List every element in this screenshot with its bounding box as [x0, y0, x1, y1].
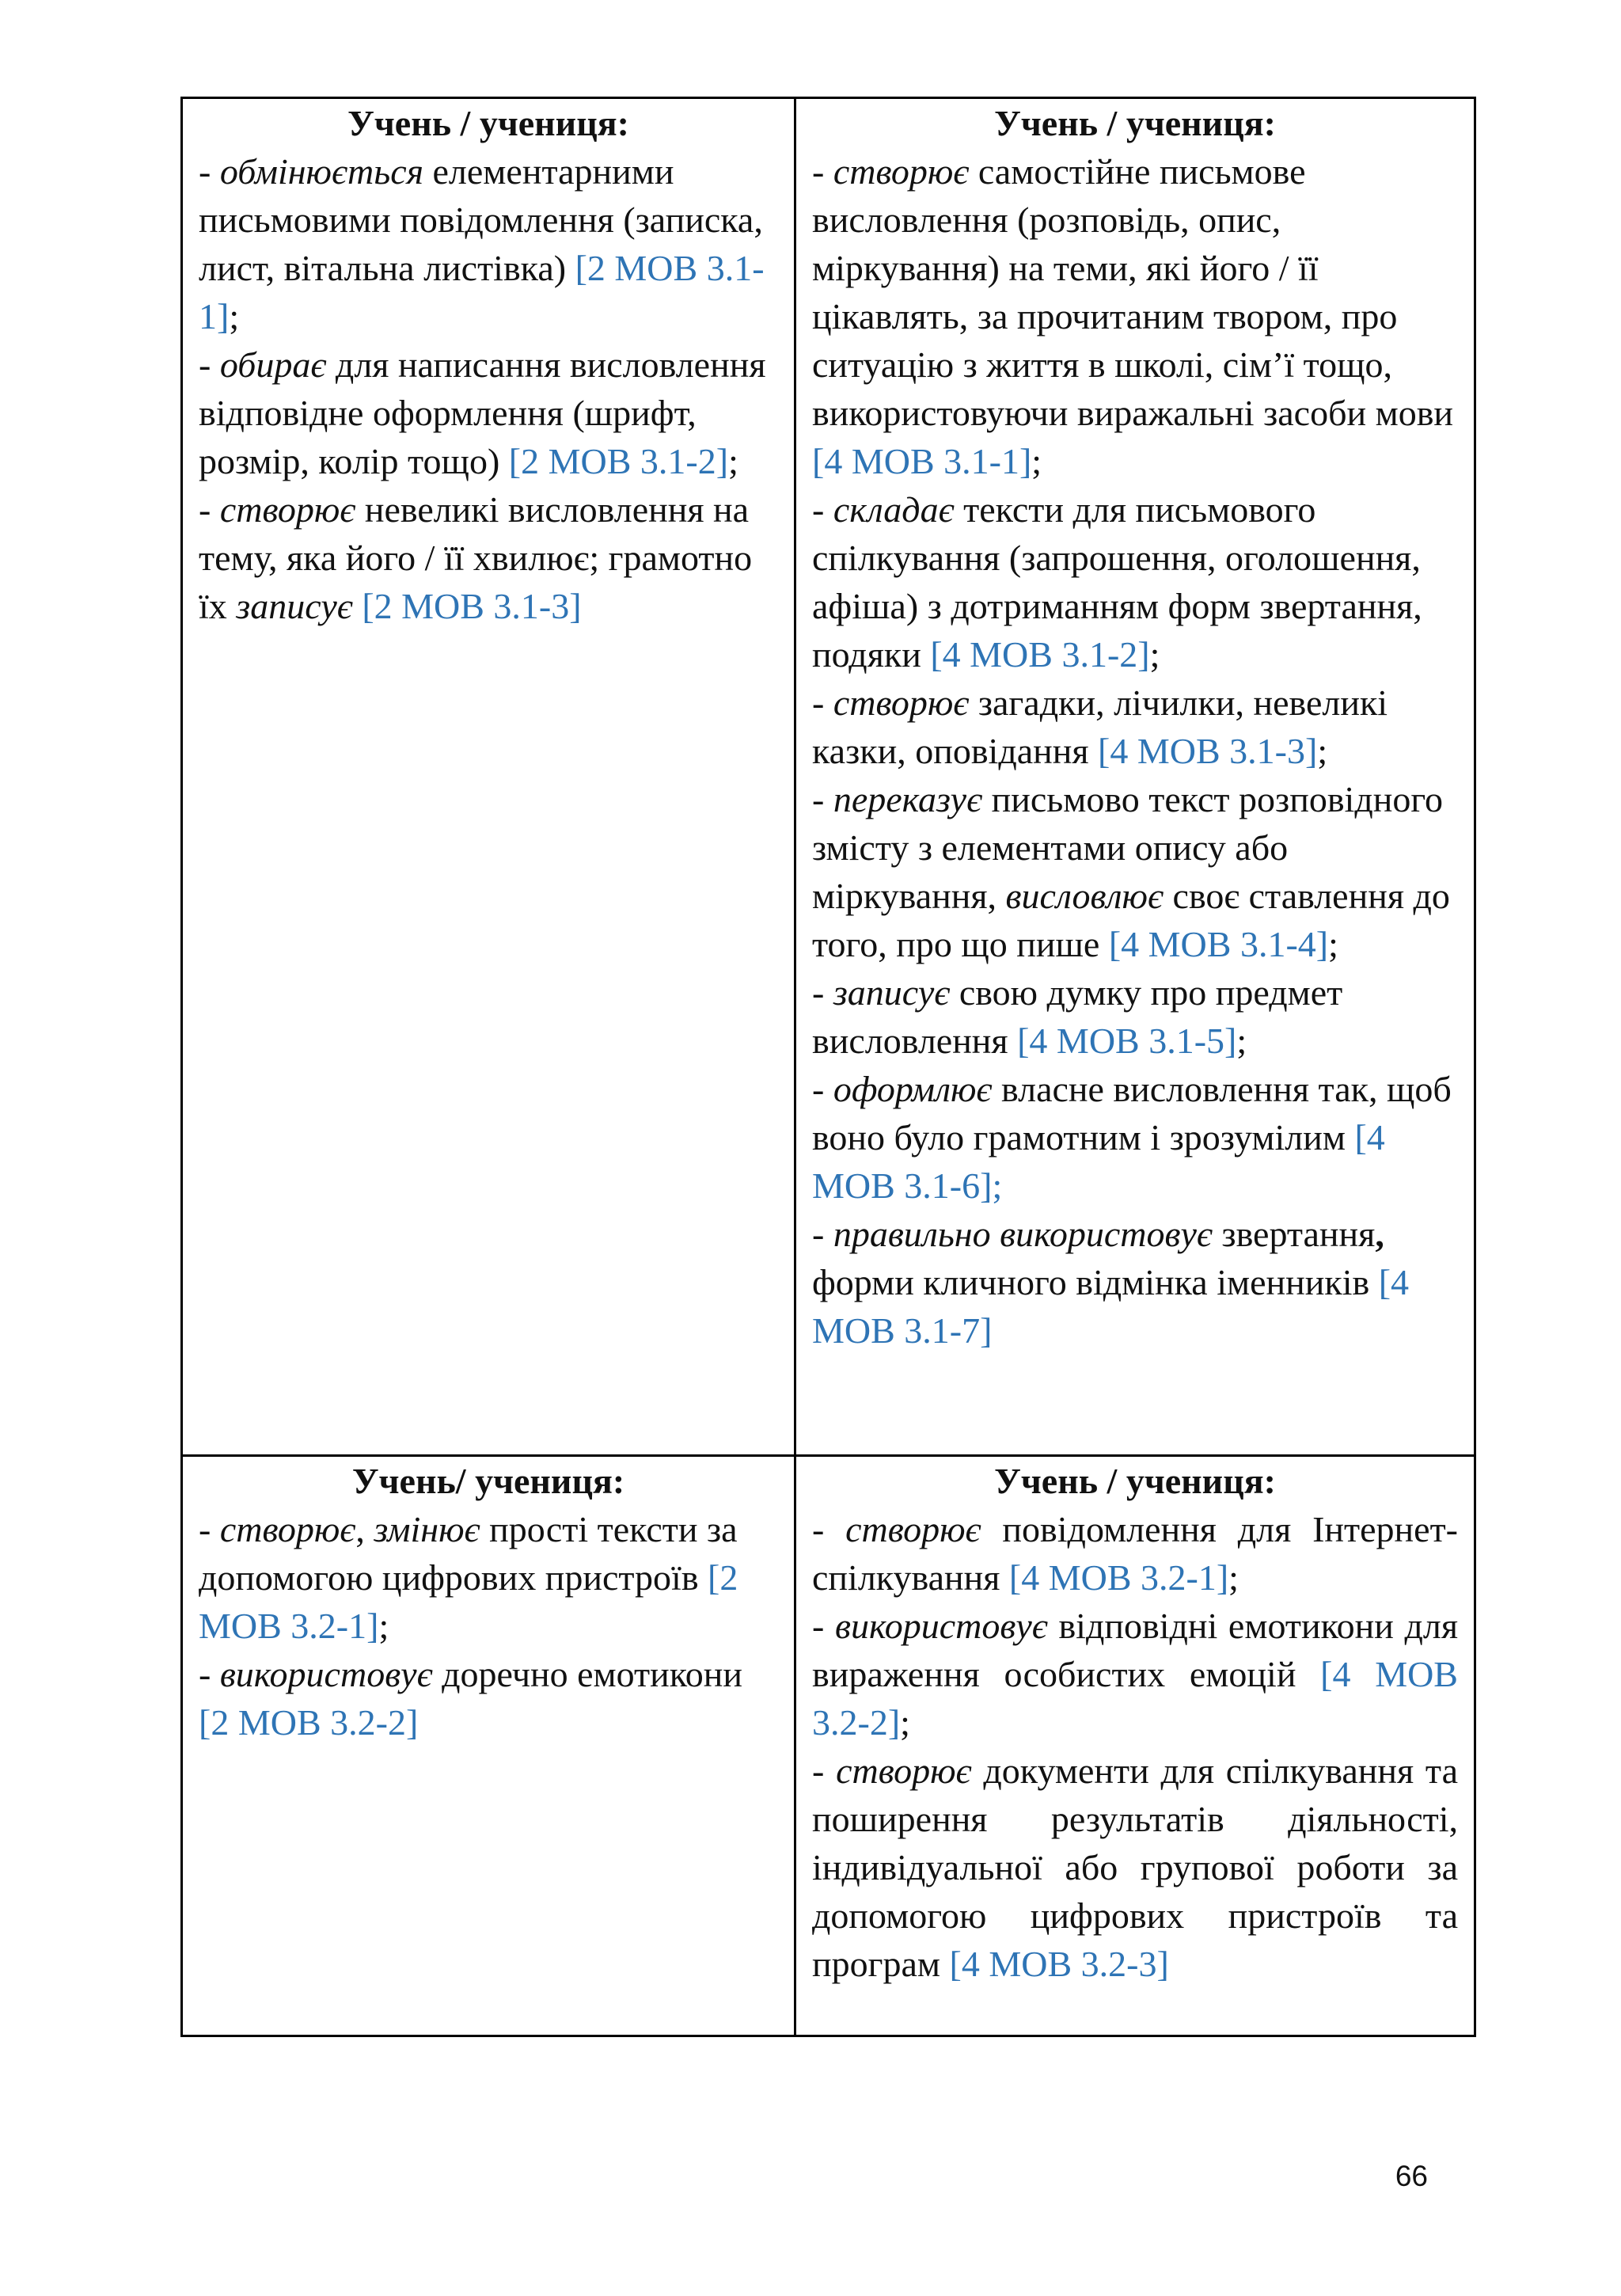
list-item: - записує свою думку про предмет висловлення [4 МОВ 3.1-5]; [812, 972, 1343, 1061]
list-item: - створює документи для спілкування та поширення результатів діяльності, індивідуальної або групової роботи за допомогою цифрових пристроїв та програм [4 МОВ 3.2-3] [812, 1751, 1458, 1984]
list-item: - створює невеликі висловлення на тему, яка його / її хвилює; грамотно їх записує [2 МОВ 3.1-3] [199, 489, 753, 626]
curriculum-reference: [4 МОВ 3.1-2] [930, 634, 1150, 675]
cell-grade2-digital-expression [182, 1456, 795, 2036]
list-item: - переказує письмово текст розповідного змісту з елементами опису або міркування, висловлює своє ставлення до того, про що пише [4 МОВ 3.1-4]; [812, 779, 1450, 964]
cell-grade4-written-expression [795, 98, 1475, 1456]
list-item: - обирає для написання висловлення відповідне оформлення (шрифт, розмір, колір тощо) [2 МОВ 3.1-2]; [199, 344, 766, 481]
list-item: - створює, змінює прості тексти за допомогою цифрових пристроїв [2 МОВ 3.2-1]; [199, 1509, 738, 1646]
page-number: 66 [1395, 2160, 1428, 2192]
curriculum-reference: [2 МОВ 3.2-2] [199, 1702, 419, 1743]
list-item: - використовує відповідні емотикони для вираження особистих емоцій [4 МОВ 3.2-2]; [812, 1606, 1458, 1743]
curriculum-reference: [4 МОВ 3.1-4] [1108, 924, 1329, 964]
list-item: - оформлює власне висловлення так, щоб воно було грамотним і зрозумілим [4 МОВ 3.1-6]; [812, 1069, 1452, 1206]
list-item: - створює загадки, лічилки, невеликі казки, оповідання [4 МОВ 3.1-3]; [812, 682, 1388, 771]
curriculum-reference: [4 МОВ 3.2-2] [812, 1654, 1458, 1743]
curriculum-reference: [4 МОВ 3.1-3] [1098, 731, 1318, 771]
curriculum-reference: [2 МОВ 3.2-1] [199, 1557, 738, 1646]
curriculum-reference: [4 МОВ 3.2-3] [949, 1944, 1169, 1984]
curriculum-reference: [2 МОВ 3.1-3] [362, 586, 582, 626]
curriculum-reference: [4 МОВ 3.1-6]; [812, 1117, 1385, 1206]
cell-title: Учень/ учениця: [351, 1461, 625, 1501]
list-item: - створює самостійне письмове висловлення (розповідь, опис, міркування) на теми, які його / її цікавлять, за прочитаним твором, про ситуацію з життя в школі, сім’ї тощо, використовуючи виражальні засоби мови [4 МОВ 3.1-1]; [812, 151, 1454, 481]
list-item: - обмінюється елементарними письмовими повідомлення (записка, лист, вітальна листівка) [2 МОВ 3.1-1]; [199, 151, 765, 336]
table-row [182, 1456, 1475, 2036]
cell-title: Учень / учениця: [994, 1461, 1276, 1501]
list-item: - правильно використовує звертання, форми кличного відмінка іменників [4 МОВ 3.1-7] [812, 1214, 1410, 1351]
cell-grade2-written-expression [182, 98, 795, 1456]
list-item: - використовує доречно емотикони [2 МОВ 3.2-2] [199, 1654, 742, 1743]
cell-grade4-digital-expression [795, 1456, 1475, 2036]
curriculum-reference: [4 МОВ 3.2-1] [1008, 1557, 1229, 1598]
table-row [182, 98, 1475, 1456]
curriculum-reference: [2 МОВ 3.1-1] [199, 248, 765, 336]
list-item: - складає тексти для письмового спілкування (запрошення, оголошення, афіша) з дотриманням форм звертання, подяки [4 МОВ 3.1-2]; [812, 489, 1422, 675]
cell-title: Учень / учениця: [347, 103, 629, 143]
curriculum-reference: [4 МОВ 3.1-5] [1017, 1021, 1237, 1061]
curriculum-reference: [2 МОВ 3.1-2] [508, 441, 729, 481]
list-item: - створює повідомлення для Інтернет-спілкування [4 МОВ 3.2-1]; [812, 1509, 1458, 1598]
curriculum-reference: [4 МОВ 3.1-1] [812, 441, 1032, 481]
curriculum-reference: [4 МОВ 3.1-7] [812, 1262, 1410, 1351]
cell-title: Учень / учениця: [994, 103, 1276, 143]
outcomes-table [180, 97, 1476, 2037]
